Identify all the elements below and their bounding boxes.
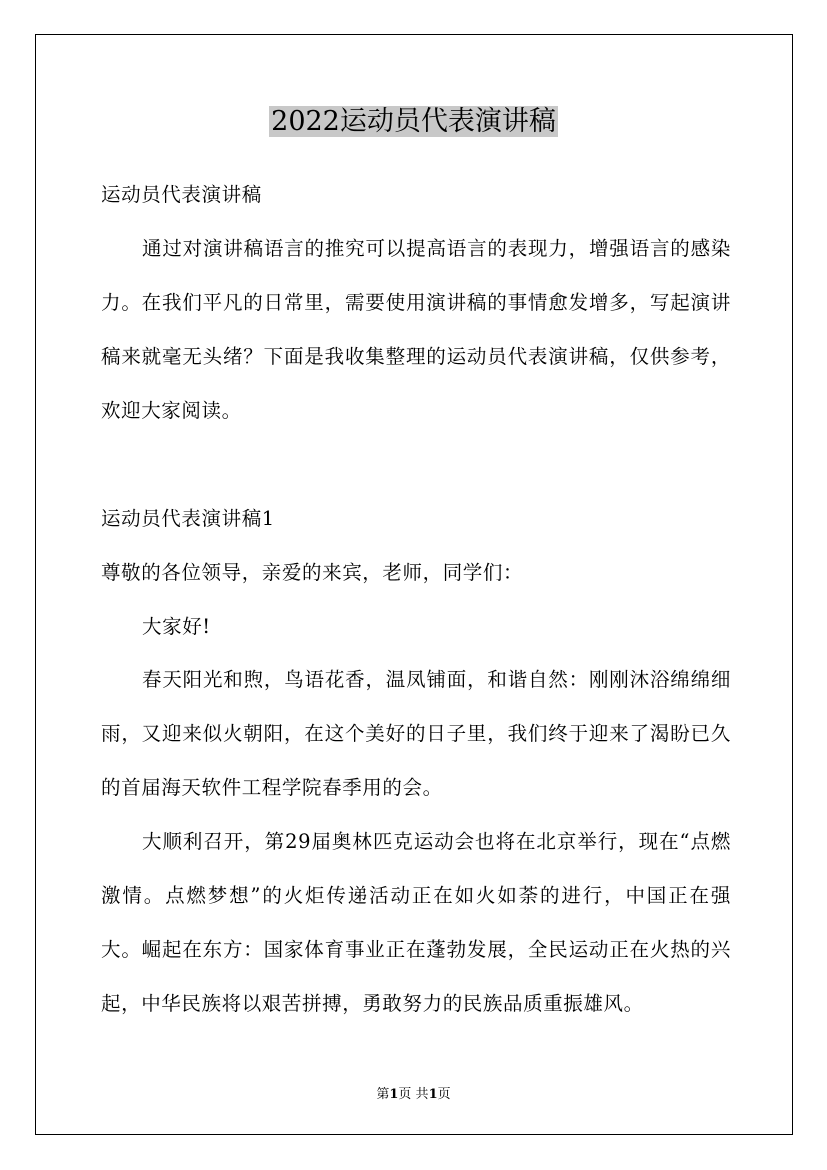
footer-page-total: 1 bbox=[428, 1087, 438, 1102]
footer-page-mid: 页 共 bbox=[398, 1087, 429, 1102]
body-paragraph-2: 大顺利召开，第29届奥林匹克运动会也将在北京举行，现在“点燃激情。点燃梦想”的火炬传递活动正在如火如荼的进行，中国正在强大。崛起在东方：国家体育事业正在蓬勃发展，全民运动正在火热的兴起，中华民族将以艰苦拼搏，勇敢努力的民族品质重振雄风。 bbox=[101, 830, 731, 1015]
document-title bbox=[0, 102, 827, 142]
salutation: 尊敬的各位领导，亲爱的来宾，老师，同学们： bbox=[101, 561, 524, 584]
document-subtitle: 运动员代表演讲稿 bbox=[101, 183, 262, 206]
footer-page-prefix: 第 bbox=[376, 1087, 390, 1102]
section-heading: 运动员代表演讲稿1 bbox=[101, 507, 275, 530]
intro-paragraph: 通过对演讲稿语言的推究可以提高语言的表现力，增强语言的感染力。在我们平凡的日常里，需要使用演讲稿的事情愈发增多，写起演讲稿来就毫无头绪？下面是我收集整理的运动员代表演讲稿，仅供参考，欢迎大家阅读。 bbox=[101, 237, 731, 422]
footer-page-suffix: 页 bbox=[437, 1087, 451, 1102]
footer-page-number: 1 bbox=[389, 1087, 399, 1102]
document-title-text: 2022运动员代表演讲稿 bbox=[271, 106, 556, 137]
body-paragraph-1: 春天阳光和煦，鸟语花香，温凤铺面，和谐自然：刚刚沐浴绵绵细雨，又迎来似火朝阳，在这个美好的日子里，我们终于迎来了渴盼已久的首届海天软件工程学院春季用的会。 bbox=[101, 668, 731, 799]
greeting: 大家好! bbox=[142, 615, 211, 638]
page-footer bbox=[0, 1083, 827, 1102]
